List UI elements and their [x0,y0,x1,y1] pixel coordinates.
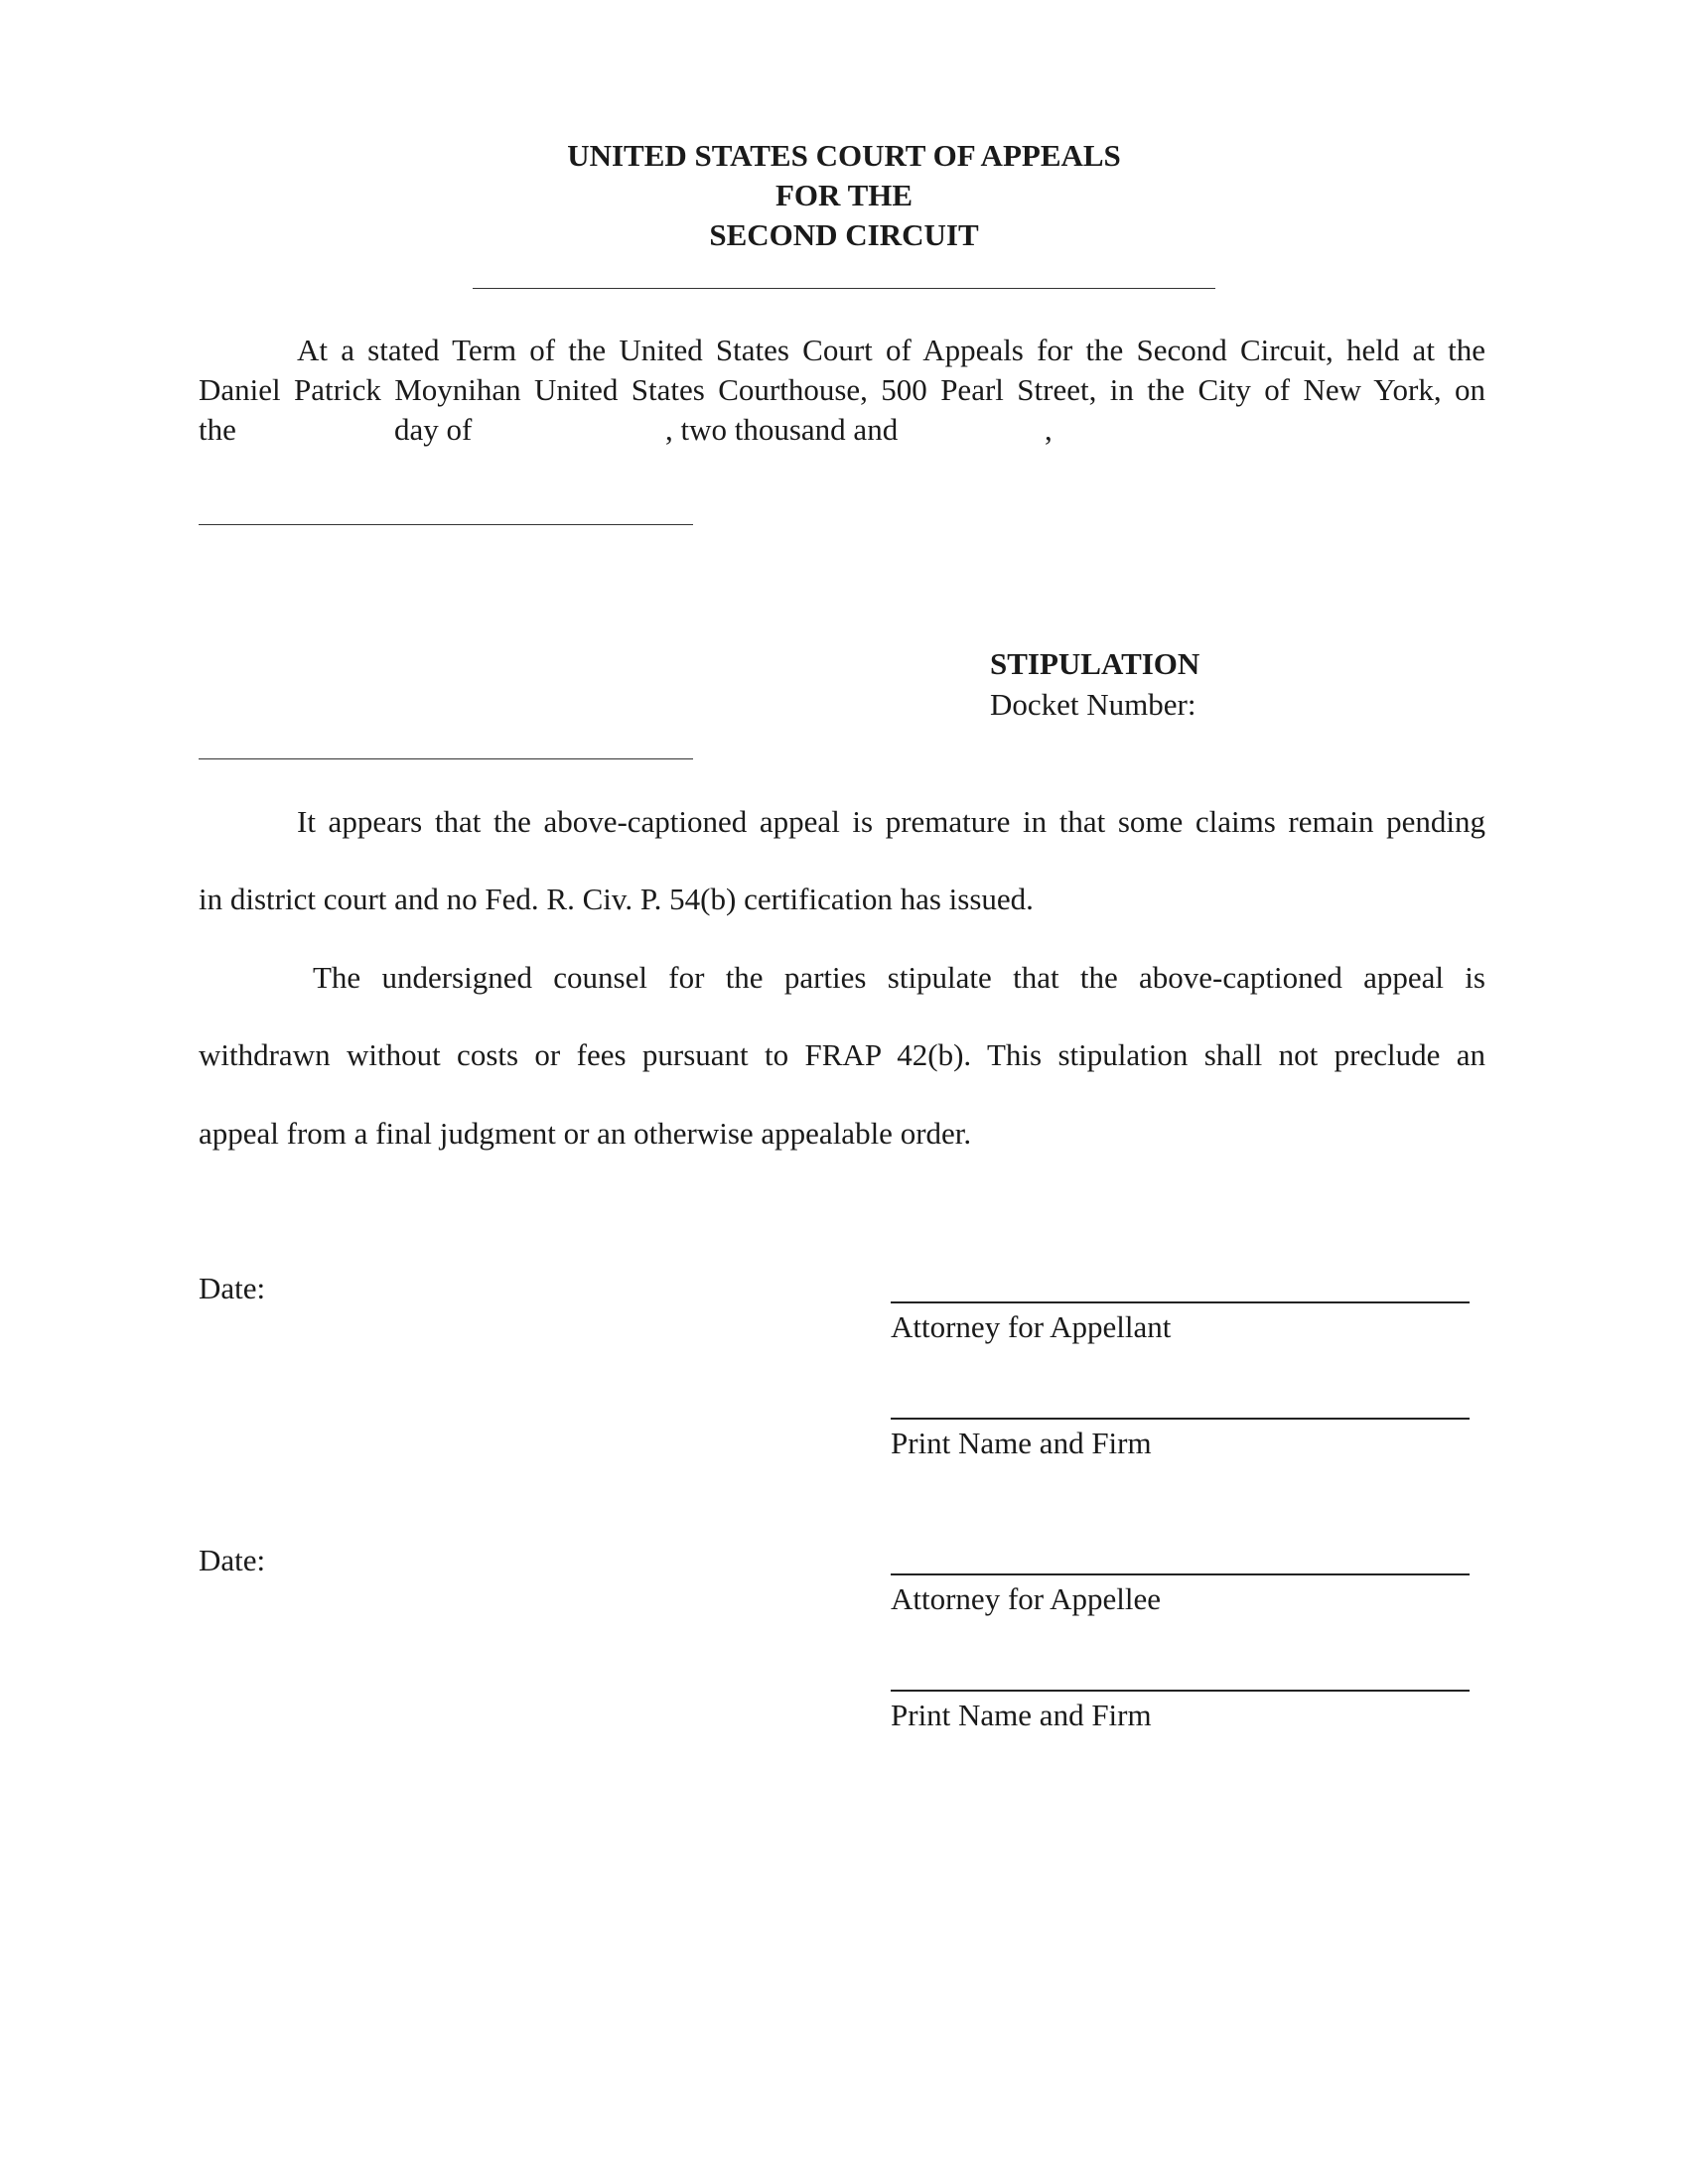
para2-line-3: appeal from a final judgment or an otherwise appealable order. [199,1116,972,1151]
para1-line-1: It appears that the above-captioned appeal is premature in that some claims remain pending [297,804,1485,839]
court-name-line-1: UNITED STATES COURT OF APPEALS [567,138,1121,173]
intro-line-1: At a stated Term of the United States Court of Appeals for the Second Circuit, held at the [297,333,1485,367]
header-divider [473,288,1215,289]
intro-line-2: Daniel Patrick Moynihan United States Courthouse, 500 Pearl Street, in the City of New York, on [199,372,1485,407]
court-name-line-3: SECOND CIRCUIT [709,217,979,252]
docket-number-label: Docket Number: [990,687,1196,722]
date-label-appellee: Date: [199,1543,266,1577]
intro-two-thousand-and: , two thousand and [665,412,899,447]
court-name-line-2: FOR THE [774,178,914,212]
appellee-signature-label: Attorney for Appellee [891,1581,1162,1616]
appellee-print-name-label: Print Name and Firm [891,1698,1152,1732]
intro-trailing-comma: , [1045,412,1053,447]
caption-party-line-1 [199,524,693,525]
intro-line-3 [199,410,1485,450]
appellant-print-name-label: Print Name and Firm [891,1426,1152,1460]
para1-line-2: in district court and no Fed. R. Civ. P. 54(b) certification has issued. [199,882,1034,916]
intro-day-of: day of [394,412,473,447]
appellee-print-name-line [891,1690,1470,1692]
intro-paragraph [199,331,1485,450]
intro-the: the [199,412,236,447]
para2-line-1: The undersigned counsel for the parties stipulate that the above-captioned appeal is [313,960,1485,995]
appellant-signature-line [891,1301,1470,1303]
appellant-signature-label: Attorney for Appellant [891,1309,1172,1344]
date-label-appellant: Date: [199,1271,266,1305]
para2-line-2: withdrawn without costs or fees pursuant to FRAP 42(b). This stipulation shall not preclude an [199,1037,1485,1072]
appellant-print-name-line [891,1418,1470,1420]
stipulation-heading-block [990,643,1199,725]
caption-party-line-2 [199,758,693,759]
appellee-signature-line [891,1573,1470,1575]
stipulation-title: STIPULATION [990,646,1200,681]
